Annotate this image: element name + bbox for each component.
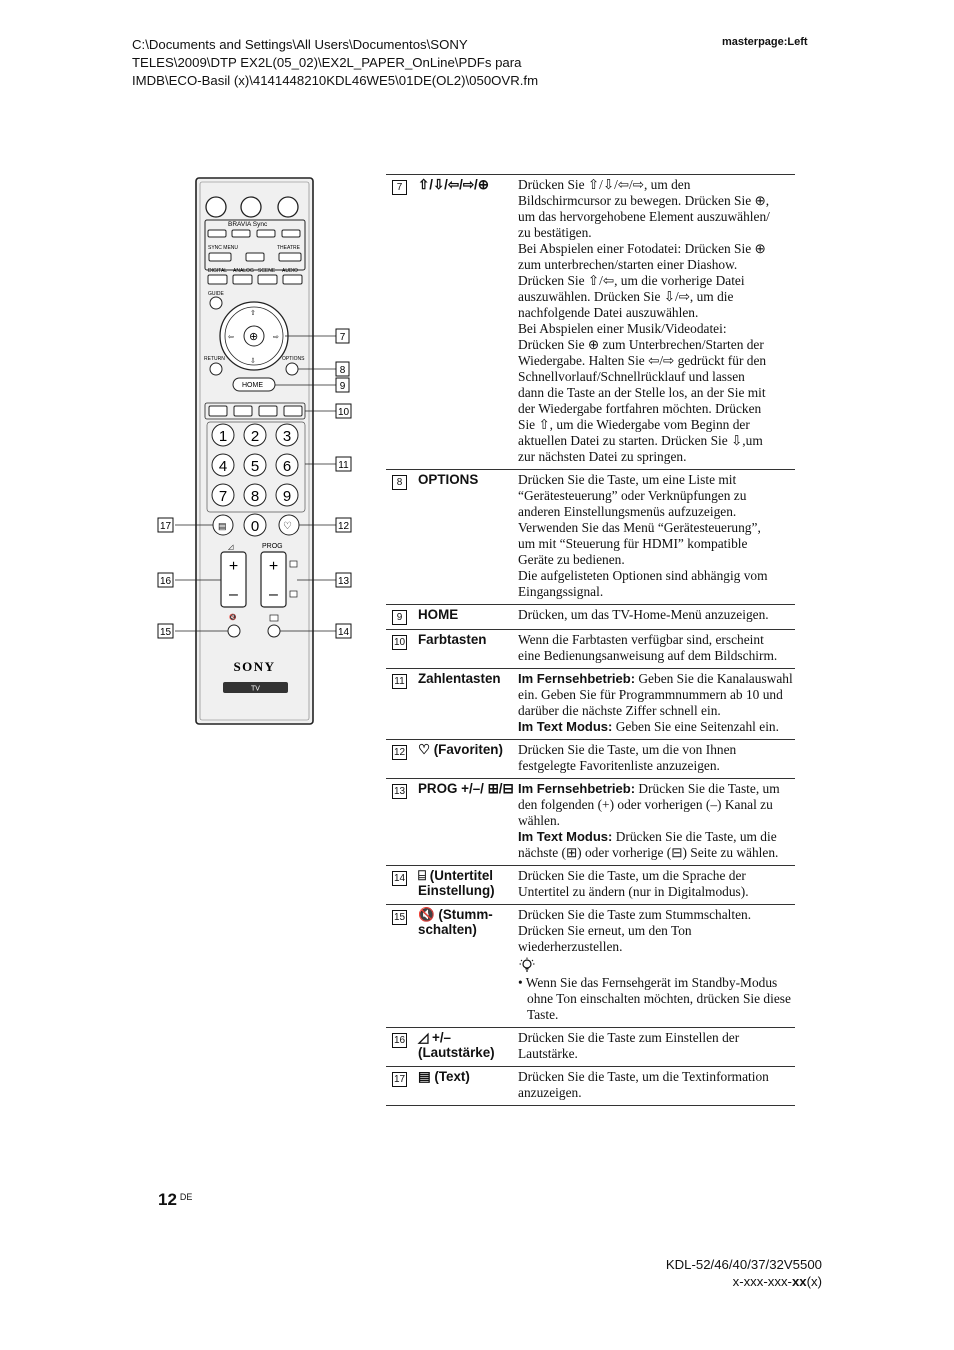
svg-text:◿: ◿: [228, 544, 234, 551]
tip-lightbulb-icon: [519, 957, 535, 973]
table-row: [386, 1067, 795, 1106]
bravia-sync-label: BRAVIA Sync: [228, 221, 268, 228]
svg-text:0: 0: [250, 518, 260, 535]
row-description: Drücken Sie ⇧/⇩/⇦/⇨, um den Bildschirmcursor zu bewegen. Drücken Sie ⊕, um das hervorgehobene Element auszuwählen/ zu bestätigen. Bei Abspielen einer Fotodatei: Drücken Sie ⊕ zum unterbrechen/starten einer Diashow. Drücken Sie ⇧/⇦, um die vorherige Datei auszuwählen. Drücken Sie ⇩/⇨, um die nachfolgende Datei auszuwählen. Bei Abspielen einer Musik/Videodatei: Drücken Sie ⊕ zum Unterbrechen/Starten der Wiedergabe. Halten Sie ⇦/⇨ gedrückt für den Schnellvorlauf/Schnellrücklauf und lassen dann die Taste an der Stelle los, an der Sie mit der Wiedergabe fortfahren möchten. Drücken Sie ⇧, um die Wiedergabe vom Beginn der aktuellen Datei zu starten. Drücken Sie ⇩,um zur nächsten Datei zu springen.: [518, 175, 795, 470]
svg-text:16: 16: [159, 576, 172, 587]
svg-text:7: 7: [339, 332, 346, 343]
svg-text:4: 4: [218, 458, 228, 475]
row-description: Drücken Sie die Taste zum Einstellen der Lautstärke.: [518, 1028, 795, 1067]
svg-text:8: 8: [339, 365, 346, 376]
svg-text:⇦: ⇦: [228, 334, 234, 341]
row-description: Drücken Sie die Taste zum Stummschalten. Drücken Sie erneut, um den Ton wiederherzustellen. • Wenn Sie das Fernsehgerät im Standby-Modus ohne Ton einschalten möchten, drücken Sie diese Taste.: [518, 905, 795, 1028]
table-row: [386, 605, 795, 630]
svg-text:15: 15: [159, 627, 172, 638]
analog-label: ANALOG: [233, 268, 254, 274]
svg-text:▤: ▤: [218, 521, 227, 531]
row-number: 12: [393, 747, 406, 758]
row-label: ◿ +/– (Lautstärke): [416, 1028, 518, 1067]
row-label: Farbtasten: [416, 630, 518, 669]
svg-text:🔇: 🔇: [229, 615, 237, 621]
svg-text:♡: ♡: [283, 521, 292, 532]
table-row: [386, 866, 795, 905]
sony-logo: SONY: [233, 659, 276, 674]
row-number: 14: [393, 873, 406, 884]
model-number: KDL-52/46/40/37/32V5500: [665, 1257, 822, 1272]
svg-text:+: +: [228, 558, 239, 575]
svg-text:13: 13: [337, 576, 350, 587]
prog-label: PROG: [262, 543, 283, 550]
row-label: HOME: [416, 605, 518, 630]
svg-text:⇧: ⇧: [250, 310, 256, 317]
svg-text:9: 9: [282, 488, 292, 505]
home-label: HOME: [242, 382, 263, 389]
footer-model-info: [666, 1256, 822, 1290]
svg-text:⇩: ⇩: [250, 358, 256, 365]
svg-text:⊕: ⊕: [249, 331, 259, 343]
svg-text:⇨: ⇨: [273, 334, 279, 341]
row-label: ▤ (Text): [416, 1067, 518, 1106]
page-number: 12 $^{DE}$: [158, 1190, 193, 1209]
svg-text:6: 6: [282, 458, 292, 475]
row-label: ⇧/⇩/⇦/⇨/⊕: [416, 175, 518, 470]
svg-text:3: 3: [282, 428, 292, 445]
svg-text:5: 5: [250, 458, 260, 475]
table-row: [386, 1028, 795, 1067]
row-description: Drücken Sie die Taste, um die Textinformation anzuzeigen.: [518, 1067, 795, 1106]
table-row: [386, 630, 795, 669]
row-description: Wenn die Farbtasten verfügbar sind, erscheint eine Bedienungsanweisung auf dem Bildschirm.: [518, 630, 795, 669]
svg-text:8: 8: [250, 488, 260, 505]
row-number: 15: [393, 912, 406, 923]
row-label: ♡ (Favoriten): [416, 740, 518, 779]
svg-text:1: 1: [218, 428, 228, 445]
row-label: 🔇 (Stumm- schalten): [416, 905, 518, 1028]
svg-text:12: 12: [337, 521, 350, 532]
row-label: PROG +/–/ ⊞/⊟: [416, 779, 518, 866]
row-number: 11: [392, 674, 407, 689]
row-description: Drücken, um das TV-Home-Menü anzuzeigen.: [518, 605, 795, 630]
table-row: [386, 779, 795, 866]
table-row: [386, 175, 795, 470]
svg-text:9: 9: [339, 381, 346, 392]
theatre-label: THEATRE: [277, 245, 300, 251]
table-row: [386, 740, 795, 779]
row-number: 13: [393, 786, 406, 797]
masterpage-label: masterpage:Left: [722, 36, 808, 48]
row-description: Drücken Sie die Taste, um die von Ihnen festgelegte Favoritenliste anzuzeigen.: [518, 740, 795, 779]
table-row: [386, 470, 795, 605]
table-row: [386, 669, 795, 740]
svg-text:2: 2: [250, 428, 260, 445]
digital-label: DIGITAL: [208, 268, 228, 274]
svg-text:–: –: [229, 586, 238, 603]
row-number: 9: [392, 610, 407, 625]
svg-text:14: 14: [337, 627, 350, 638]
audio-label: AUDIO: [282, 268, 298, 274]
tv-label: TV: [251, 685, 260, 693]
row-description: Im Fernsehbetrieb: Drücken Sie die Taste, um den folgenden (+) oder vorherigen (–) Kanal zu wählen. Im Text Modus: Drücken Sie die Taste, um die nächste (⊞) oder vorherige (⊟) Seite zu wählen.: [518, 779, 795, 866]
svg-text:–: –: [269, 586, 278, 603]
sync-menu-label: SYNC MENU: [208, 245, 239, 251]
scene-label: SCENE: [258, 268, 276, 274]
row-label: Zahlentasten: [416, 669, 518, 740]
button-description-table: [386, 174, 795, 1106]
svg-text:+: +: [268, 558, 279, 575]
svg-text:7: 7: [218, 488, 228, 505]
row-number: 10: [393, 637, 406, 648]
document-code: x-xxx-xxx-xx(x): [732, 1274, 822, 1289]
row-number: 17: [393, 1074, 406, 1085]
return-label: RETURN: [204, 356, 225, 362]
svg-text:10: 10: [337, 407, 350, 418]
row-description: Drücken Sie die Taste, um die Sprache der Untertitel zu ändern (nur in Digitalmodus).: [518, 866, 795, 905]
row-description: Drücken Sie die Taste, um eine Liste mit “Gerätesteuerung” oder Verknüpfungen zu anderen Einstellungsmenüs aufzuzeigen. Verwenden Sie das Menü “Gerätesteuerung”, um mit “Steuerung für HDMI” kompatible Geräte zu bedienen. Die aufgelisteten Optionen sind abhängig vom Eingangssignal.: [518, 470, 795, 605]
row-number: 8: [392, 475, 407, 490]
row-label: ⌸ (Untertitel Einstellung): [416, 866, 518, 905]
row-number: 16: [393, 1035, 406, 1046]
header-file-path: C:\Documents and Settings\All Users\Documentos\SONY TELES\2009\DTP EX2L(05_02)\EX2L_PAPER_OnLine\PDFs para IMDB\ECO-Basil (x)\4141448210KDL46WE5\01DE(OL2)\050OVR.fm: [132, 37, 539, 88]
row-description: Im Fernsehbetrieb: Geben Sie die Kanalauswahl ein. Geben Sie für Programmnummern ab 10 und darüber die nächste Ziffer schnell ein. Im Text Modus: Geben Sie eine Seitenzahl ein.: [518, 669, 795, 740]
row-label: OPTIONS: [416, 470, 518, 605]
svg-text:17: 17: [159, 521, 172, 532]
guide-label: GUIDE: [208, 291, 224, 297]
options-label: OPTIONS: [282, 356, 305, 362]
remote-control-illustration: [150, 175, 365, 735]
table-row: [386, 905, 795, 1028]
tip-text: • Wenn Sie das Fernsehgerät im Standby-Modus ohne Ton einschalten möchten, drücken Sie diese Taste.: [518, 975, 791, 1022]
svg-text:11: 11: [338, 460, 349, 471]
row-number: 7: [392, 180, 407, 195]
